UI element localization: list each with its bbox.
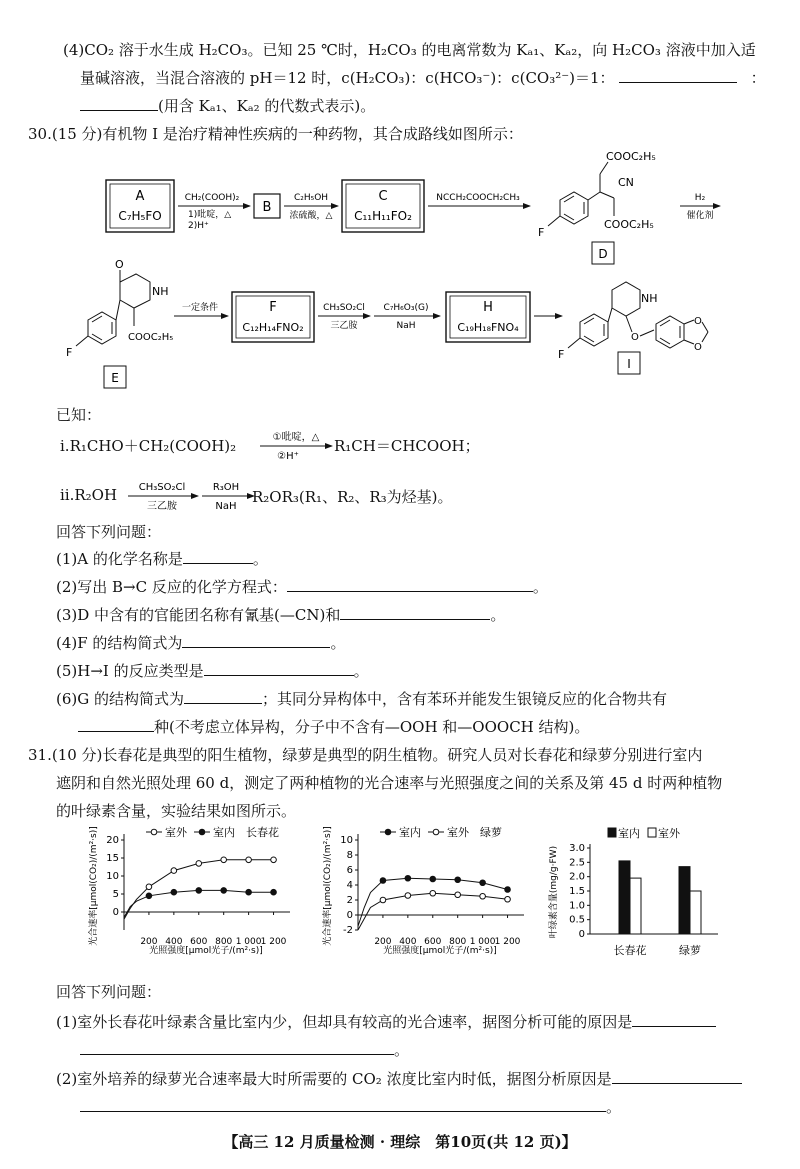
q30-q4-blank[interactable] [182, 633, 330, 648]
vinca-point-室外 [171, 868, 177, 874]
vinca-point-室外 [246, 857, 252, 863]
pothos-ytick: 10 [340, 835, 353, 846]
vinca-title: 长春花 [246, 826, 279, 839]
q29-line2-text: 量碱溶液，当混合溶液的 pH＝12 时，c(H₂CO₃)：c(HCO₃⁻)：c(CO₃²⁻)＝1： [80, 69, 615, 87]
bar-ytick: 1.5 [569, 886, 585, 897]
q30-q2-text: (2)写出 B→C 反应的化学方程式： [56, 578, 287, 596]
q31-q1-period: 。 [394, 1041, 410, 1059]
q30-q2 [56, 576, 548, 597]
q30-q5-period: 。 [353, 662, 369, 680]
D-label: D [598, 247, 608, 261]
q30-q2-period: 。 [532, 578, 548, 596]
vinca-legend-label: 室外 [165, 826, 187, 839]
vinca-point-室内 [196, 888, 202, 894]
F-formula: C₁₂H₁₄FNO₂ [242, 321, 304, 334]
chart-chlorophyll [548, 826, 738, 956]
E-label: E [111, 371, 119, 385]
bar-室内-绿萝 [679, 867, 690, 934]
bar-ytick: 3.0 [569, 843, 585, 854]
bar-ytick: 2.5 [569, 857, 585, 869]
C-formula: C₁₁H₁₁FO₂ [354, 209, 412, 223]
q29-line2 [80, 67, 766, 88]
bar-室外-绿萝 [690, 891, 701, 934]
pothos-xtick: 800 [449, 937, 467, 947]
arrow7-reagent: C₇H₆O₃(G) [383, 303, 429, 313]
q30-q4-period: 。 [330, 634, 346, 652]
vinca-ytick: 15 [106, 853, 119, 864]
vinca-legend-marker [151, 829, 157, 835]
q30-q5 [56, 660, 369, 681]
bar-legend-swatch [608, 828, 616, 837]
I-NH: NH [641, 292, 658, 305]
known-ii-cond2: NaH [215, 501, 237, 512]
vinca-point-室外 [221, 857, 227, 863]
q30-q6-blank-2[interactable] [78, 717, 154, 732]
q30-q1 [56, 548, 268, 569]
arrow3-reagent: NCCH₂COOCH₂CH₃ [436, 193, 520, 203]
q31-q1-blank-2[interactable] [80, 1040, 394, 1055]
pothos-point-室外 [505, 896, 511, 902]
known-i-right: R₁CH＝CHCOOH； [334, 437, 480, 455]
q30-q6-blank-1[interactable] [184, 689, 262, 704]
q30-intro: 30.(15 分)有机物 I 是治疗精神性疾病的一种药物，其合成路线如图所示： [28, 125, 523, 143]
pothos-xtick: 1 000 [469, 937, 496, 947]
C-label: C [378, 189, 388, 204]
page-footer: 【高三 12 月质量检测 · 理综 第10页(共 12 页)】 [223, 1133, 577, 1151]
A-formula: C₇H₅FO [118, 209, 162, 223]
vinca-ytick: 5 [112, 889, 119, 900]
vinca-point-室内 [171, 889, 177, 895]
vinca-legend-marker [199, 829, 205, 835]
pothos-xtick: 600 [424, 937, 442, 947]
arrow6-reagent: CH₃SO₂Cl [323, 303, 365, 313]
pothos-ytick: 2 [346, 895, 353, 906]
q31-q2-period: 。 [606, 1098, 622, 1116]
q31-line3: 的叶绿素含量，实验结果如图所示。 [56, 802, 297, 820]
vinca-xtick: 200 [140, 937, 158, 947]
known-i-left: ⅰ.R₁CHO＋CH₂(COOH)₂ [60, 437, 237, 455]
known-ii-cond1: 三乙胺 [147, 501, 177, 512]
vinca-xtick: 1 000 [235, 937, 262, 947]
q31-q2-blank-1[interactable] [612, 1069, 742, 1084]
q30-q6-line1 [56, 688, 667, 709]
pothos-point-室内 [455, 877, 461, 883]
box-A [106, 180, 174, 232]
arrow4-cond: 催化剂 [686, 211, 714, 221]
E-NH: NH [152, 285, 169, 298]
vinca-legend-label: 室内 [213, 826, 235, 839]
q30-q1-blank[interactable] [183, 549, 253, 564]
D-sub3: COOC₂H₅ [604, 218, 654, 231]
vinca-point-室内 [146, 893, 152, 899]
pothos-point-室外 [405, 893, 411, 899]
pothos-ytick: -2 [343, 925, 353, 936]
A-label: A [135, 189, 145, 204]
pothos-ytick: 8 [346, 850, 353, 861]
vinca-point-室外 [146, 884, 152, 890]
vinca-ytick: 0 [112, 907, 119, 918]
q31-q2 [56, 1068, 742, 1089]
q31-answer-heading: 回答下列问题： [56, 983, 162, 1001]
bar-category: 绿萝 [679, 944, 701, 956]
pothos-legend-label: 室内 [399, 826, 421, 839]
pothos-point-室内 [405, 875, 411, 881]
vinca-point-室外 [271, 857, 277, 863]
q30-q1-period: 。 [252, 550, 268, 568]
known-ii-arrows [126, 478, 266, 514]
q29-answer-blank-2[interactable] [80, 96, 158, 111]
vinca-point-室内 [221, 888, 227, 894]
H-label: H [483, 300, 493, 315]
q30-q2-blank[interactable] [287, 577, 533, 592]
arrow4-reagent: H₂ [694, 193, 706, 203]
known-ii-reagent2: R₃OH [212, 482, 240, 493]
arrow1-cond2: 2)H⁺ [188, 221, 209, 231]
vinca-ylabel: 光合速率[μmol(CO₂)/(m²·s)] [89, 826, 99, 946]
q31-q1-line2 [80, 1039, 409, 1060]
known-i-cond2: ②H⁺ [277, 451, 299, 462]
vinca-xlabel: 光照强度[μmol光子/(m²·s)] [149, 946, 263, 956]
q30-q5-blank[interactable] [204, 661, 354, 676]
q29-answer-blank-1[interactable] [619, 68, 737, 83]
bar-ytick: 2.0 [569, 871, 585, 883]
q31-q1-blank-1[interactable] [632, 1012, 716, 1027]
arrow6-cond: 三乙胺 [330, 321, 358, 331]
I-O1: O [631, 332, 639, 343]
q30-q3-period: 。 [490, 606, 506, 624]
arrow7-cond: NaH [396, 321, 416, 331]
compound-D-structure [548, 162, 614, 226]
chart-pothos [320, 826, 530, 956]
q30-q4-text: (4)F 的结构简式为 [56, 634, 183, 652]
pothos-ytick: 4 [346, 880, 353, 891]
q30-q6-text-a: (6)G 的结构简式为 [56, 690, 184, 708]
vinca-ytick: 10 [106, 871, 119, 882]
q31-line1: 31.(10 分)长春花是典型的阳生植物，绿萝是典型的阴生植物。研究人员对长春花和绿萝分别进行室内 [28, 746, 703, 764]
D-F: F [538, 226, 545, 239]
pothos-point-室内 [430, 876, 436, 882]
bar-室内-长春花 [619, 861, 630, 934]
q30-q3-blank[interactable] [340, 605, 490, 620]
pothos-ylabel: 光合速率[μmol(CO₂)/(m²·s)] [323, 826, 333, 946]
arrow1-reagent: CH₂(COOH)₂ [184, 193, 240, 203]
E-O: O [115, 258, 124, 271]
bar-ylabel: 叶绿素含量(mg/g·FW) [549, 845, 559, 939]
pothos-xtick: 400 [399, 937, 417, 947]
bar-ytick: 1.0 [569, 900, 585, 912]
pothos-point-室外 [430, 890, 436, 896]
I-O3: O [694, 342, 702, 353]
pothos-xtick: 200 [374, 937, 392, 947]
bar-legend-label: 室内 [618, 827, 640, 840]
arrow2-reagent: C₂H₅OH [293, 193, 329, 203]
pothos-legend-label: 室外 [447, 826, 469, 839]
pothos-legend-marker [433, 829, 439, 835]
vinca-point-室外 [196, 861, 202, 867]
box-C [342, 180, 424, 232]
q30-q6-line2 [78, 716, 589, 737]
known-i-arrow [258, 428, 338, 464]
q29-line3 [80, 95, 375, 116]
chart-vinca [86, 826, 296, 956]
synthesis-scheme [0, 140, 800, 390]
q30-q1-text: (1)A 的化学名称是 [56, 550, 183, 568]
B-label: B [262, 200, 272, 215]
I-F: F [558, 348, 565, 361]
bar-室外-长春花 [630, 878, 641, 934]
bar-legend-label: 室外 [658, 827, 680, 840]
q31-q2-text: (2)室外培养的绿萝光合速率最大时所需要的 CO₂ 浓度比室内时低，据图分析原因是 [56, 1070, 612, 1088]
I-label: I [627, 357, 631, 371]
vinca-xtick: 1 200 [260, 937, 287, 947]
q30-q4 [56, 632, 345, 653]
arrow5-cond: 一定条件 [181, 303, 219, 313]
pothos-point-室内 [505, 887, 511, 893]
vinca-xtick: 400 [165, 937, 183, 947]
D-sub2: CN [618, 176, 634, 189]
pothos-point-室外 [455, 892, 461, 898]
pothos-legend-marker [385, 829, 391, 835]
bar-legend-swatch [648, 828, 656, 837]
F-label: F [269, 300, 277, 315]
pothos-point-室内 [380, 878, 386, 884]
arrow2-cond: 浓硫酸，△ [289, 211, 333, 221]
I-O2: O [694, 316, 702, 327]
q30-q6-text-b: ；其同分异构体中，含有苯环并能发生银镜反应的化合物共有 [262, 690, 668, 708]
vinca-point-室内 [271, 889, 277, 895]
D-sub1: COOC₂H₅ [606, 150, 656, 163]
bar-category: 长春花 [613, 944, 647, 956]
q29-colon: ： [750, 69, 766, 87]
q30-q6-text-c: 种(不考虑立体异构，分子中不含有—OOH 和—OOOCH 结构)。 [154, 718, 590, 736]
known-ii-right: R₂OR₃(R₁、R₂、R₃为烃基)。 [252, 488, 453, 506]
q29-line1: (4)CO₂ 溶于水生成 H₂CO₃。已知 25 ℃时，H₂CO₃ 的电离常数为 Kₐ₁、Kₐ₂，向 H₂CO₃ 溶液中加入适 [63, 41, 756, 59]
bar-ytick: 0 [578, 929, 585, 940]
q30-answer-heading: 回答下列问题： [56, 523, 162, 541]
H-formula: C₁₉H₁₈FNO₄ [457, 321, 519, 334]
bar-ytick: 0.5 [569, 914, 585, 926]
arrow1-cond1: 1)吡啶，△ [188, 210, 232, 220]
known-ii-reagent1: CH₃SO₂Cl [138, 482, 186, 493]
q30-q5-text: (5)H→I 的反应类型是 [56, 662, 204, 680]
q31-q2-blank-2[interactable] [80, 1097, 606, 1112]
pothos-xlabel: 光照强度[μmol光子/(m²·s)] [383, 946, 497, 956]
pothos-ytick: 0 [346, 910, 353, 921]
known-ii-left: ⅱ.R₂OH [60, 486, 118, 504]
q31-q1-text: (1)室外长春花叶绿素含量比室内少，但却具有较高的光合速率，据图分析可能的原因是 [56, 1013, 633, 1031]
pothos-point-室外 [480, 893, 486, 899]
vinca-xtick: 800 [215, 937, 233, 947]
q31-line2: 遮阴和自然光照处理 60 d，测定了两种植物的光合速率与光照强度之间的关系及第 45 d 时两种植物 [56, 774, 723, 792]
vinca-point-室内 [246, 889, 252, 895]
known-i-cond1: ①吡啶，△ [272, 432, 320, 443]
E-F: F [66, 346, 73, 359]
pothos-series-室内 [358, 878, 508, 926]
E-sub: COOC₂H₅ [128, 332, 174, 343]
pothos-xtick: 1 200 [494, 937, 521, 947]
known-heading: 已知： [56, 406, 102, 424]
pothos-title: 绿萝 [480, 826, 502, 839]
pothos-point-室内 [480, 880, 486, 886]
q31-q2-line2 [80, 1096, 621, 1117]
q31-q1 [56, 1011, 716, 1032]
q30-q3-text: (3)D 中含有的官能团名称有氰基(—CN)和 [56, 606, 341, 624]
vinca-xtick: 600 [190, 937, 208, 947]
pothos-ytick: 6 [346, 865, 353, 876]
q30-q3 [56, 604, 505, 625]
pothos-point-室外 [380, 897, 386, 903]
vinca-ytick: 20 [106, 835, 119, 846]
q29-line3-text: (用含 Kₐ₁、Kₐ₂ 的代数式表示)。 [158, 97, 376, 115]
